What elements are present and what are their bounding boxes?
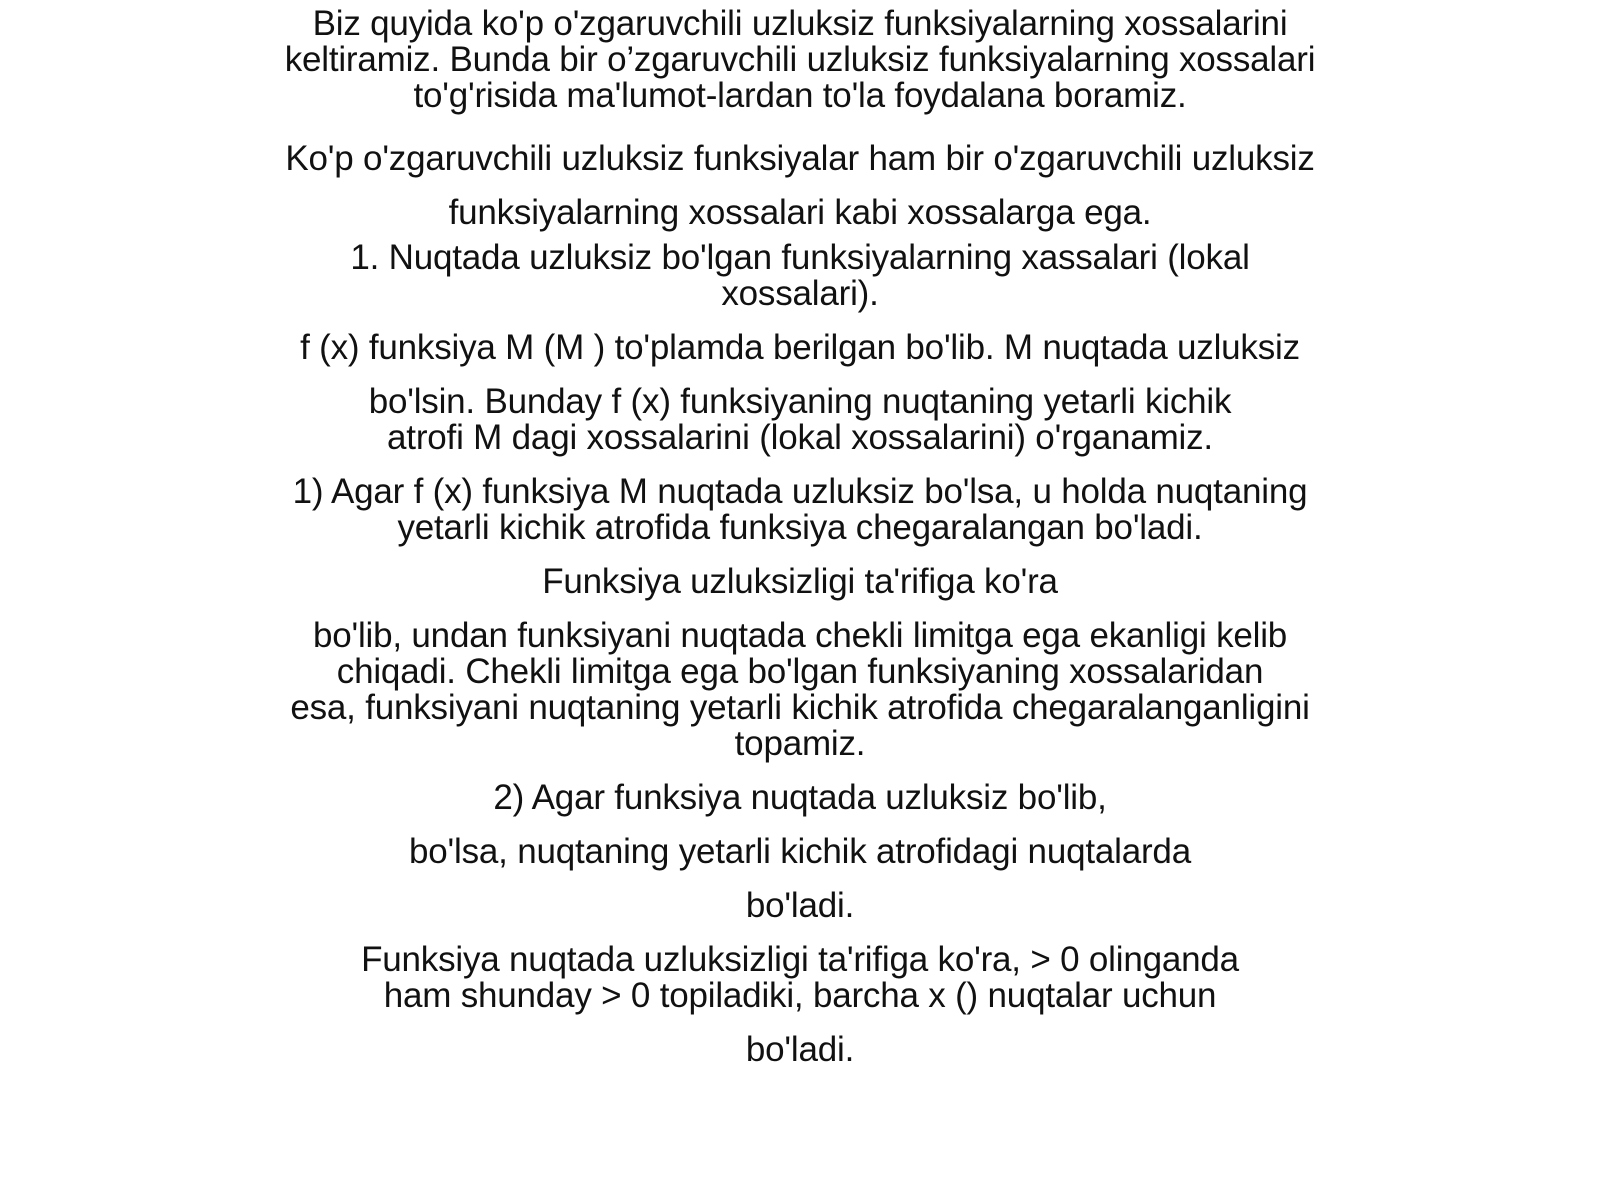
paragraph-proof-2-result <box>220 1032 1380 1068</box>
paragraph-property-2-condition <box>220 834 1380 870</box>
property-2 <box>220 780 1380 816</box>
paragraph-intro <box>220 6 1380 114</box>
text-line: bo'lsa, nuqtaning yetarli kichik atrofidagi nuqtalarda <box>409 832 1191 871</box>
text-line: 2) Agar funksiya nuqtada uzluksiz bo'lib, <box>493 778 1107 817</box>
text-line: Biz quyida ko'p o'zgaruvchili uzluksiz funksiyalarning xossalarini <box>312 4 1288 43</box>
text-line: chiqadi. Chekli limitga ega bo'lgan funksiyaning xossalaridan <box>336 652 1264 691</box>
text-body <box>220 6 1380 1086</box>
text-line: to'g'risida ma'lumot-lardan to'la foydalana boramiz. <box>413 76 1187 115</box>
text-line: keltiramiz. Bunda bir o’zgaruvchili uzluksiz funksiyalarning xossalari <box>284 40 1316 79</box>
text-line: ham shunday > 0 topiladiki, barcha x () nuqtalar uchun <box>383 976 1217 1015</box>
text-line: 1) Agar f (x) funksiya M nuqtada uzluksiz bo'lsa, u holda nuqtaning <box>292 472 1308 511</box>
text-line: Funksiya nuqtada uzluksizligi ta'rifiga ko'ra, > 0 olinganda <box>361 940 1239 979</box>
text-line: 1. Nuqtada uzluksiz bo'lgan funksiyalarning xassalari (lokal <box>350 238 1250 277</box>
paragraph-study <box>220 384 1380 456</box>
text-line: f (x) funksiya M (M ) to'plamda berilgan bo'lib. M nuqtada uzluksiz <box>300 328 1300 367</box>
section-heading-local-properties <box>220 240 1380 312</box>
text-line: topamiz. <box>734 724 866 763</box>
paragraph-property-2-result <box>220 888 1380 924</box>
text-line: bo'lib, undan funksiyani nuqtada chekli limitga ega ekanligi kelib <box>312 616 1288 655</box>
text-line: Funksiya uzluksizligi ta'rifiga ko'ra <box>542 562 1058 601</box>
text-line: esa, funksiyani nuqtaning yetarli kichik atrofida chegaralanganligini <box>290 688 1310 727</box>
property-1 <box>220 474 1380 546</box>
text-line: Ko'p o'zgaruvchili uzluksiz funksiyalar ham bir o'zgaruvchili uzluksiz <box>285 139 1315 178</box>
text-line: funksiyalarning xossalari kabi xossalarga ega. <box>448 193 1152 232</box>
text-line: bo'lsin. Bunday f (x) funksiyaning nuqtaning yetarli kichik <box>368 382 1232 421</box>
paragraph-proof-1 <box>220 618 1380 762</box>
paragraph-definition <box>220 330 1380 366</box>
text-line: yetarli kichik atrofida funksiya chegaralangan bo'ladi. <box>397 508 1203 547</box>
paragraph-properties <box>220 132 1380 240</box>
text-line: bo'ladi. <box>745 1030 855 1069</box>
text-line: bo'ladi. <box>745 886 855 925</box>
paragraph-continuity-definition <box>220 564 1380 600</box>
paragraph-proof-2 <box>220 942 1380 1014</box>
text-line: xossalari). <box>721 274 879 313</box>
text-line: atrofi M dagi xossalarini (lokal xossalarini) o'rganamiz. <box>387 418 1213 457</box>
